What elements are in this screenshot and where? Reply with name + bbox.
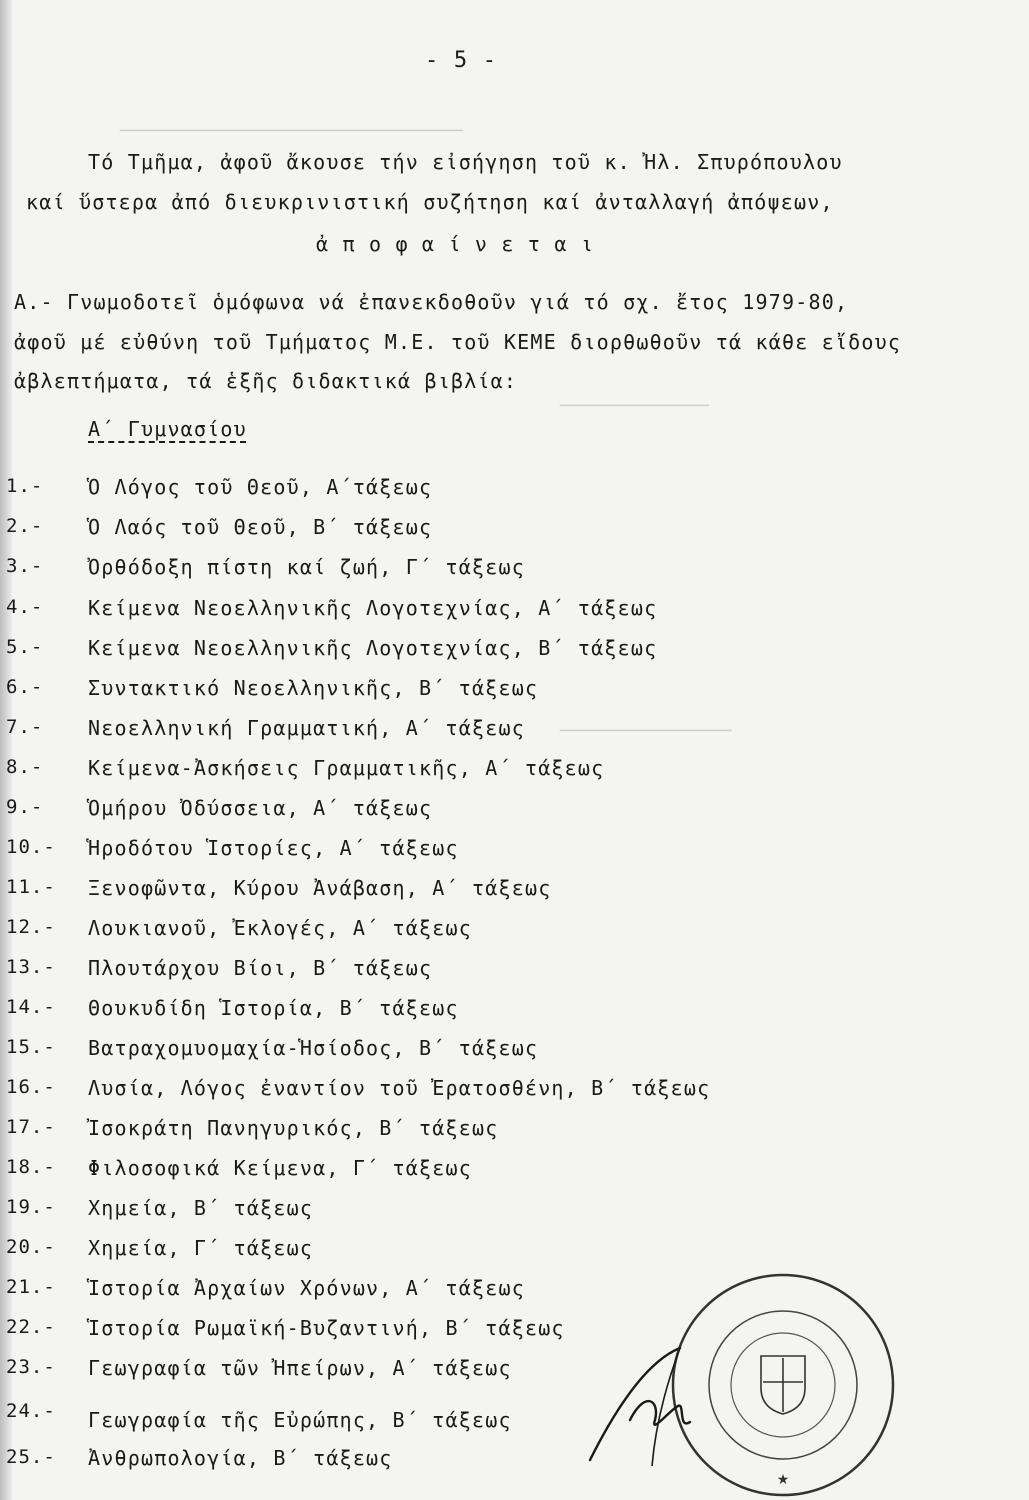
list-item-number: 11.-	[6, 876, 56, 898]
list-item-number: 10.-	[6, 836, 56, 858]
list-item-number: 4.-	[6, 596, 44, 618]
list-item-number: 7.-	[6, 716, 44, 738]
decision-word: ἀ π ο φ α ί ν ε τ α ι	[316, 232, 595, 256]
list-item: Ὁ Λαός τοῦ Θεοῦ, Β΄ τάξεως	[88, 515, 433, 539]
scan-edge-shadow	[0, 0, 12, 1500]
list-item: Χημεία, Β΄ τάξεως	[88, 1196, 314, 1220]
list-item-number: 21.-	[6, 1276, 56, 1298]
list-item-number: 20.-	[6, 1236, 56, 1258]
list-item-number: 13.-	[6, 956, 56, 978]
list-item: Λουκιανοῦ, Ἐκλογές, Α΄ τάξεως	[88, 916, 472, 940]
list-item-number: 15.-	[6, 1036, 56, 1058]
list-item-number: 3.-	[6, 555, 44, 577]
list-item: Ἱστορία Ρωμαϊκή-Βυζαντινή, Β΄ τάξεως	[88, 1316, 565, 1340]
list-item-number: 2.-	[6, 515, 44, 537]
list-item: Γεωγραφία τῆς Εὐρώπης, Β΄ τάξεως	[88, 1408, 512, 1432]
list-item: Κείμενα Νεοελληνικῆς Λογοτεχνίας, Β΄ τάξεως	[88, 636, 658, 660]
bleed-through-text: ──────────────────────────────	[120, 120, 464, 142]
paragraph-a-line-3: ἀβλεπτήματα, τά ἑξῆς διδακτικά βιβλία:	[14, 369, 518, 393]
page-number: - 5 -	[425, 48, 498, 73]
list-item: Φιλοσοφικά Κείμενα, Γ΄ τάξεως	[88, 1156, 472, 1180]
list-item: Πλουτάρχου Βίοι, Β΄ τάξεως	[88, 956, 433, 980]
paragraph-a-line-2: ἀφοῦ μέ εὐθύνη τοῦ Τμήματος Μ.Ε. τοῦ ΚΕΜΕ διορθωθοῦν τά κάθε εἴδους	[14, 330, 902, 354]
paragraph-a-line-1: Α.- Γνωμοδοτεῖ ὁμόφωνα νά ἐπανεκδοθοῦν γιά τό σχ. ἔτος 1979-80,	[14, 290, 849, 314]
list-item: Ὁ Λόγος τοῦ Θεοῦ, Α΄τάξεως	[88, 475, 433, 499]
list-item-number: 9.-	[6, 796, 44, 818]
list-item: Κείμενα-Ἀσκήσεις Γραμματικῆς, Α΄ τάξεως	[88, 756, 605, 780]
intro-line-1: Τό Τμῆμα, ἀφοῦ ἄκουσε τήν εἰσήγηση τοῦ κ. Ἠλ. Σπυρόπουλου	[88, 150, 843, 174]
list-item: Γεωγραφία τῶν Ἠπείρων, Α΄ τάξεως	[88, 1356, 512, 1380]
list-item-number: 25.-	[6, 1446, 56, 1468]
list-item-number: 23.-	[6, 1356, 56, 1378]
list-item: Ξενοφῶντα, Κύρου Ἀνάβαση, Α΄ τάξεως	[88, 876, 552, 900]
list-item: Βατραχομυομαχία-Ἡσίοδος, Β΄ τάξεως	[88, 1036, 539, 1060]
intro-line-2: καί ὕστερα ἀπό διευκρινιστική συζήτηση καί ἀνταλλαγή ἀπόψεων,	[26, 190, 834, 214]
section-heading: Α΄ Γυμνασίου	[88, 417, 247, 441]
bleed-through-text: ─────────────	[560, 395, 709, 417]
list-item: Συντακτικό Νεοελληνικῆς, Β΄ τάξεως	[88, 676, 539, 700]
list-item: Θουκυδίδη Ἱστορία, Β΄ τάξεως	[88, 996, 459, 1020]
list-item-number: 6.-	[6, 676, 44, 698]
list-item: Χημεία, Γ΄ τάξεως	[88, 1236, 314, 1260]
list-item: Λυσία, Λόγος ἐναντίον τοῦ Ἐρατοσθένη, Β΄ τάξεως	[88, 1076, 711, 1100]
list-item-number: 8.-	[6, 756, 44, 778]
list-item: Κείμενα Νεοελληνικῆς Λογοτεχνίας, Α΄ τάξεως	[88, 596, 658, 620]
list-item-number: 14.-	[6, 996, 56, 1018]
list-item: Ἰσοκράτη Πανηγυρικός, Β΄ τάξεως	[88, 1116, 499, 1140]
list-item-number: 18.-	[6, 1156, 56, 1178]
list-item: Ἀνθρωπολογία, Β΄ τάξεως	[88, 1446, 393, 1470]
list-item-number: 19.-	[6, 1196, 56, 1218]
list-item: Ὁμήρου Ὀδύσσεια, Α΄ τάξεως	[88, 796, 433, 820]
list-item-number: 12.-	[6, 916, 56, 938]
bleed-through-text: ───────────────	[560, 720, 732, 742]
signature	[560, 1340, 730, 1480]
list-item: Ἱστορία Ἀρχαίων Χρόνων, Α΄ τάξεως	[88, 1276, 525, 1300]
list-item-number: 5.-	[6, 636, 44, 658]
list-item-number: 16.-	[6, 1076, 56, 1098]
svg-text:★: ★	[776, 1472, 790, 1488]
list-item: Ὀρθόδοξη πίστη καί ζωή, Γ΄ τάξεως	[88, 555, 525, 579]
list-item-number: 22.-	[6, 1316, 56, 1338]
list-item-number: 1.-	[6, 475, 44, 497]
list-item-number: 17.-	[6, 1116, 56, 1138]
list-item: Ἡροδότου Ἱστορίες, Α΄ τάξεως	[88, 836, 459, 860]
list-item: Νεοελληνική Γραμματική, Α΄ τάξεως	[88, 716, 525, 740]
list-item-number: 24.-	[6, 1400, 56, 1422]
